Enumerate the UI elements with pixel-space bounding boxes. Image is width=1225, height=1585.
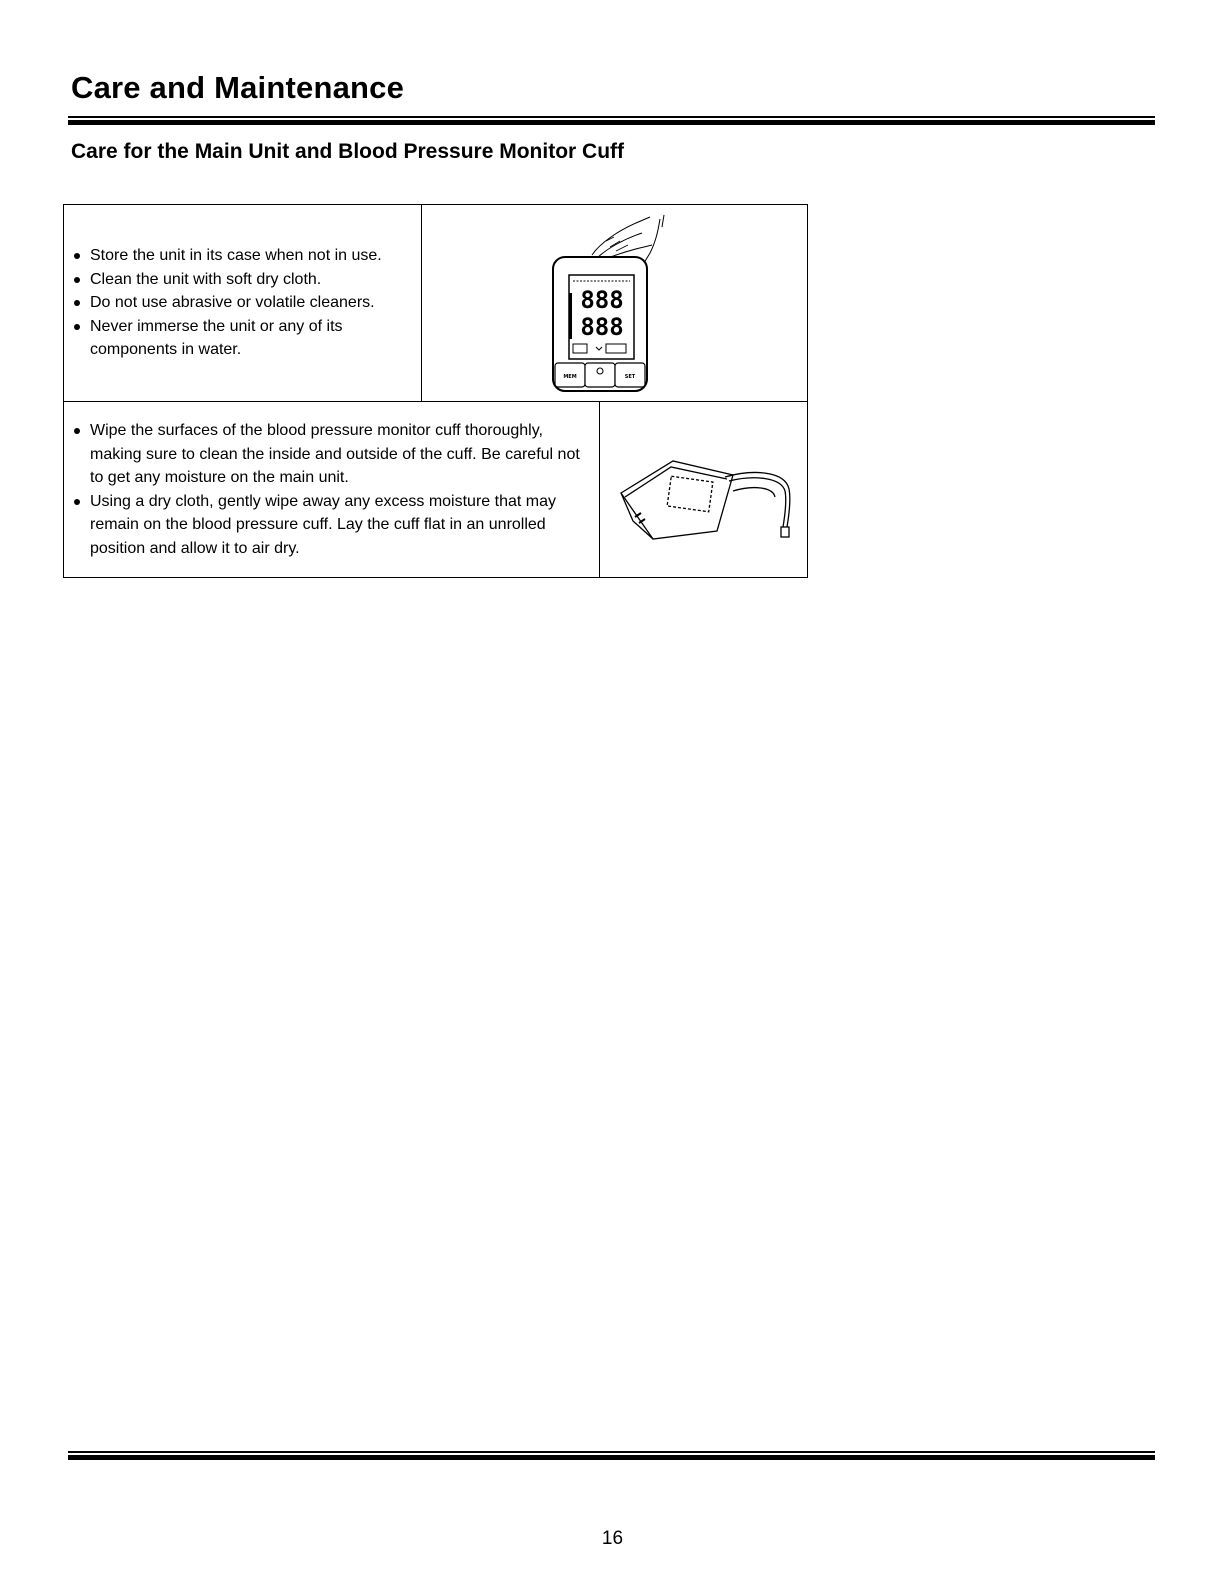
- bullet-icon: [74, 324, 80, 330]
- systolic-digits: 888: [579, 286, 624, 314]
- list-item: Do not use abrasive or volatile cleaners.: [64, 291, 413, 315]
- diastolic-digits: 888: [579, 313, 624, 341]
- list-item: Using a dry cloth, gently wipe away any excess moisture that may remain on the blood pressure cuff. Lay the cuff flat in an unrolled position and allow it to air dry.: [64, 490, 591, 561]
- bullet-icon: [74, 253, 80, 259]
- section-title: Care for the Main Unit and Blood Pressure Monitor Cuff: [71, 140, 625, 163]
- page-title: Care and Maintenance: [71, 70, 405, 105]
- header-divider: [68, 116, 1155, 125]
- main-unit-tips-list: [64, 244, 421, 362]
- pressure-bar-icon: [569, 293, 572, 339]
- bullet-icon: [74, 499, 80, 505]
- list-item: Clean the unit with soft dry cloth.: [64, 268, 413, 292]
- bullet-icon: [74, 300, 80, 306]
- page-number: 16: [601, 1528, 624, 1549]
- power-button: [585, 363, 615, 387]
- monitor-cleaning-illustration: [540, 213, 690, 393]
- main-unit-tips-cell: [64, 205, 422, 402]
- bullet-icon: [74, 277, 80, 283]
- cuff-illustration: [613, 435, 795, 545]
- cuff-row: [64, 402, 808, 578]
- set-button-label: SET: [624, 374, 635, 380]
- hand-cloth-icon: [592, 215, 664, 263]
- cuff-icon: [621, 461, 733, 539]
- footer-divider: [68, 1451, 1155, 1460]
- cuff-tips-list: [64, 419, 599, 560]
- cuff-tips-cell: [64, 402, 600, 578]
- list-item: Never immerse the unit or any of its components in water.: [64, 315, 413, 362]
- bullet-icon: [74, 428, 80, 434]
- list-item: Wipe the surfaces of the blood pressure monitor cuff thoroughly, making sure to clean the inside and outside of the cuff. Be careful not to get any moisture on the main unit.: [64, 419, 591, 490]
- cuff-image-cell: [600, 402, 808, 578]
- monitor-image-cell: [422, 205, 808, 402]
- main-unit-row: [64, 205, 808, 402]
- air-tube-icon: [725, 472, 790, 536]
- list-item: Store the unit in its case when not in use.: [64, 244, 413, 268]
- care-table: [63, 204, 808, 578]
- mem-button-label: MEM: [562, 374, 577, 380]
